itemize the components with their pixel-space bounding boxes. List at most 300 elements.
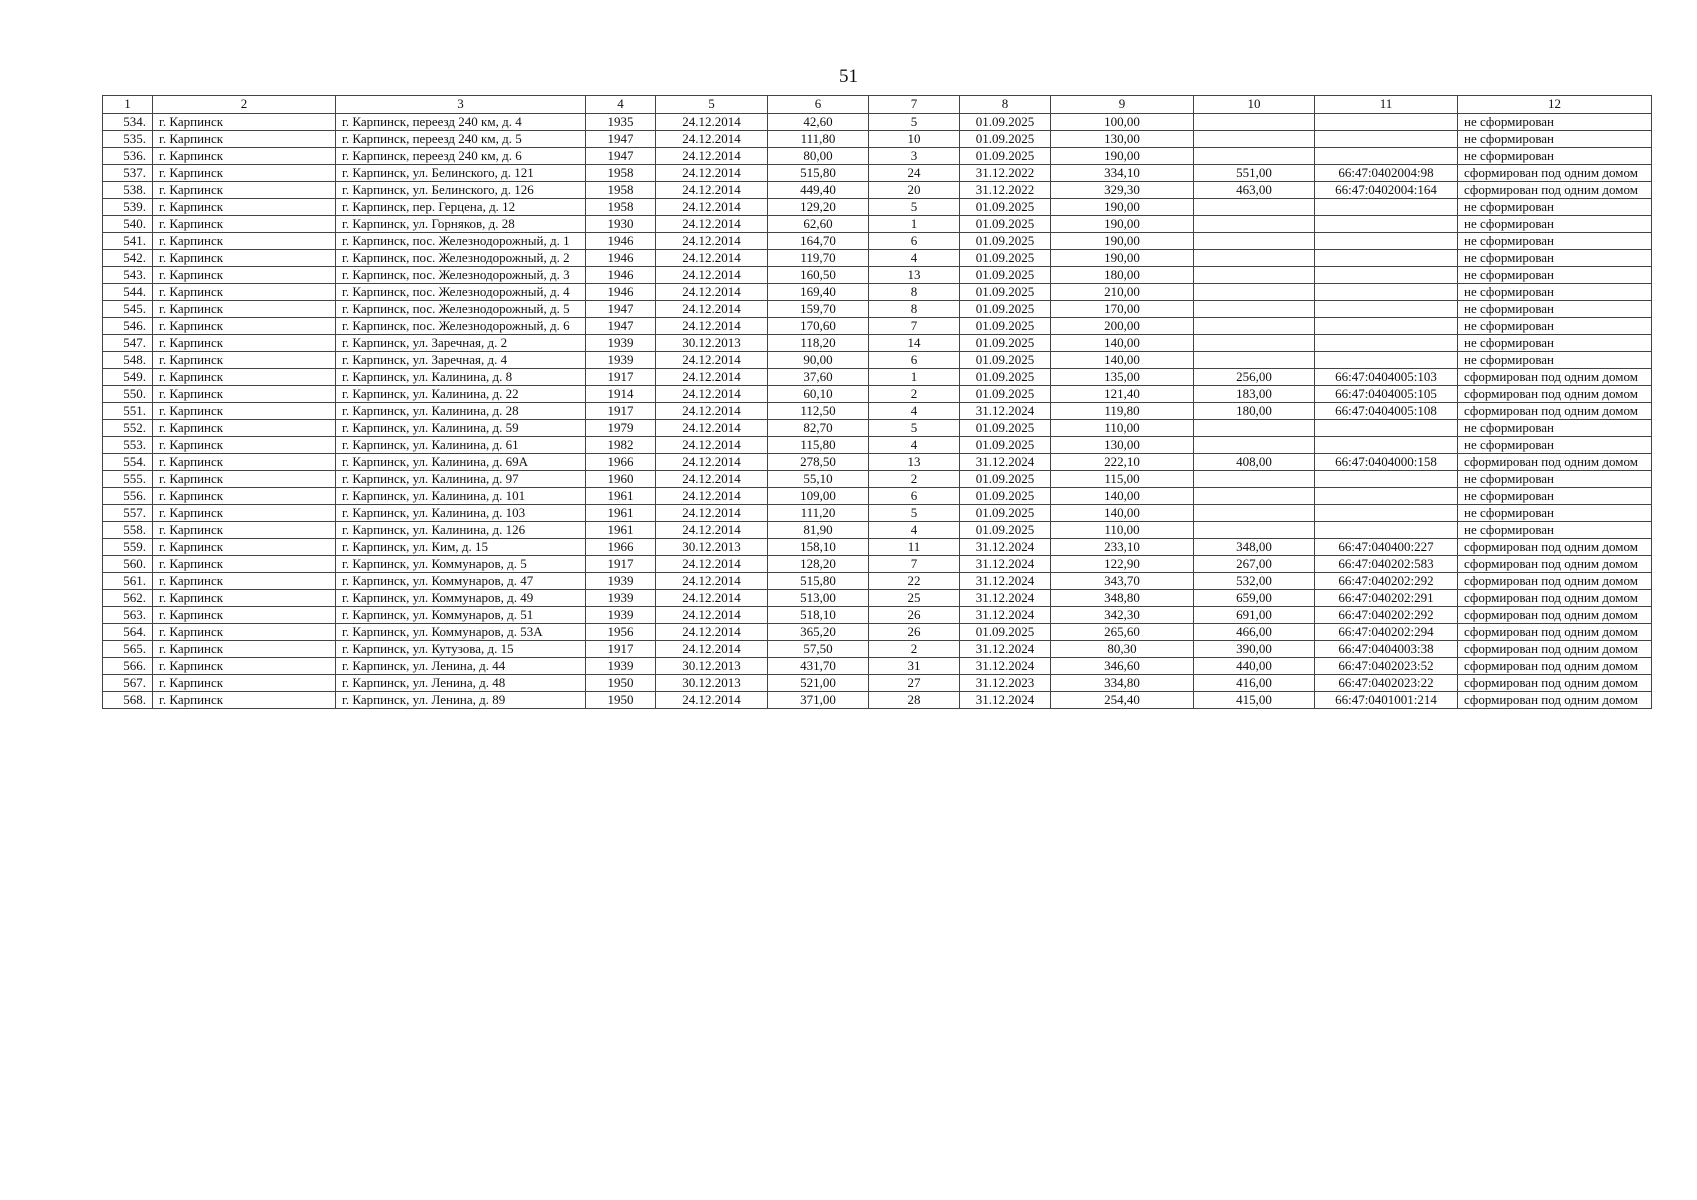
table-cell: г. Карпинск, переезд 240 км, д. 5	[336, 131, 586, 148]
table-cell: 111,20	[768, 505, 869, 522]
table-cell: 532,00	[1194, 573, 1315, 590]
table-cell: 546.	[103, 318, 153, 335]
table-row	[103, 114, 1652, 131]
table-cell: 190,00	[1051, 148, 1194, 165]
table-cell: 1914	[586, 386, 656, 403]
table-row	[103, 539, 1652, 556]
table-cell: 164,70	[768, 233, 869, 250]
table-cell: 01.09.2025	[960, 420, 1051, 437]
page-number: 51	[839, 66, 858, 87]
table-cell: 01.09.2025	[960, 114, 1051, 131]
table-cell: 24.12.2014	[656, 114, 768, 131]
table-cell: 30.12.2013	[656, 658, 768, 675]
table-cell: 416,00	[1194, 675, 1315, 692]
table-cell: 66:47:0402023:52	[1315, 658, 1458, 675]
column-header: 1	[103, 96, 153, 114]
table-cell: 1961	[586, 488, 656, 505]
table-cell: 24.12.2014	[656, 454, 768, 471]
table-cell: 544.	[103, 284, 153, 301]
table-cell: не сформирован	[1458, 301, 1652, 318]
table-cell: 365,20	[768, 624, 869, 641]
table-cell: 183,00	[1194, 386, 1315, 403]
table-cell: 66:47:0404005:103	[1315, 369, 1458, 386]
table-cell: 31.12.2024	[960, 556, 1051, 573]
table-cell: 1961	[586, 522, 656, 539]
table-cell: 24.12.2014	[656, 369, 768, 386]
table-cell: 1958	[586, 199, 656, 216]
header-row	[103, 96, 1652, 114]
table-cell: сформирован под одним домом	[1458, 165, 1652, 182]
table-cell: 24.12.2014	[656, 301, 768, 318]
table-row	[103, 386, 1652, 403]
table-cell: 01.09.2025	[960, 522, 1051, 539]
table-cell: 24.12.2014	[656, 590, 768, 607]
table-cell	[1315, 114, 1458, 131]
table-cell: 2	[869, 641, 960, 658]
table-cell: 561.	[103, 573, 153, 590]
table-cell: 90,00	[768, 352, 869, 369]
table-cell: 1960	[586, 471, 656, 488]
table-cell: 24.12.2014	[656, 624, 768, 641]
table-row	[103, 556, 1652, 573]
table-cell: 31.12.2022	[960, 165, 1051, 182]
table-cell	[1194, 284, 1315, 301]
table-cell	[1194, 437, 1315, 454]
table-cell: 5	[869, 114, 960, 131]
table-cell: 190,00	[1051, 199, 1194, 216]
table-cell: г. Карпинск, ул. Кутузова, д. 15	[336, 641, 586, 658]
table-cell: 551,00	[1194, 165, 1315, 182]
table-cell: 1956	[586, 624, 656, 641]
table-cell: 556.	[103, 488, 153, 505]
table-cell: 24.12.2014	[656, 488, 768, 505]
table-cell: 1	[869, 216, 960, 233]
table-cell: 01.09.2025	[960, 386, 1051, 403]
table-cell: не сформирован	[1458, 352, 1652, 369]
table-cell: 513,00	[768, 590, 869, 607]
table-cell: 210,00	[1051, 284, 1194, 301]
table-cell: 25	[869, 590, 960, 607]
table-cell	[1194, 335, 1315, 352]
table-cell	[1194, 233, 1315, 250]
table-cell: 558.	[103, 522, 153, 539]
table-cell: 66:47:0404003:38	[1315, 641, 1458, 658]
table-cell: 543.	[103, 267, 153, 284]
table-cell: г. Карпинск	[153, 658, 336, 675]
table-cell: не сформирован	[1458, 148, 1652, 165]
table-cell: сформирован под одним домом	[1458, 369, 1652, 386]
table-cell: 119,70	[768, 250, 869, 267]
table-cell: 408,00	[1194, 454, 1315, 471]
table-cell: 24.12.2014	[656, 148, 768, 165]
table-cell: 568.	[103, 692, 153, 709]
table-cell: 01.09.2025	[960, 131, 1051, 148]
table-cell: 1947	[586, 301, 656, 318]
table-cell: г. Карпинск, ул. Коммунаров, д. 5	[336, 556, 586, 573]
table-row	[103, 454, 1652, 471]
table-cell: 550.	[103, 386, 153, 403]
table-cell	[1315, 301, 1458, 318]
table-cell: 691,00	[1194, 607, 1315, 624]
table-cell: не сформирован	[1458, 131, 1652, 148]
table-cell: 1946	[586, 284, 656, 301]
column-header: 11	[1315, 96, 1458, 114]
table-cell: 1946	[586, 250, 656, 267]
table-cell: 549.	[103, 369, 153, 386]
table-cell: 1917	[586, 369, 656, 386]
table-cell: 169,40	[768, 284, 869, 301]
table-cell: 170,60	[768, 318, 869, 335]
table-row	[103, 692, 1652, 709]
table-cell: 440,00	[1194, 658, 1315, 675]
table-row	[103, 420, 1652, 437]
table-cell: 66:47:040202:583	[1315, 556, 1458, 573]
table-cell	[1315, 250, 1458, 267]
table-cell	[1194, 148, 1315, 165]
table-cell: 560.	[103, 556, 153, 573]
table-cell: г. Карпинск, ул. Заречная, д. 2	[336, 335, 586, 352]
table-cell: не сформирован	[1458, 335, 1652, 352]
table-cell	[1194, 522, 1315, 539]
table-cell: 24.12.2014	[656, 267, 768, 284]
table-cell: г. Карпинск	[153, 437, 336, 454]
table-cell: 66:47:040202:292	[1315, 607, 1458, 624]
table-cell: г. Карпинск	[153, 352, 336, 369]
table-row	[103, 437, 1652, 454]
table-cell: 31.12.2024	[960, 403, 1051, 420]
table-cell: 66:47:0402004:98	[1315, 165, 1458, 182]
table-row	[103, 148, 1652, 165]
column-header: 10	[1194, 96, 1315, 114]
table-cell: 343,70	[1051, 573, 1194, 590]
table-cell: не сформирован	[1458, 488, 1652, 505]
table-row	[103, 335, 1652, 352]
table-cell	[1315, 420, 1458, 437]
table-cell: г. Карпинск	[153, 556, 336, 573]
table-cell: 130,00	[1051, 437, 1194, 454]
table-cell: 24	[869, 165, 960, 182]
table-cell: 329,30	[1051, 182, 1194, 199]
table-row	[103, 488, 1652, 505]
table-cell: г. Карпинск, ул. Калинина, д. 97	[336, 471, 586, 488]
table-cell: 565.	[103, 641, 153, 658]
table-cell: 30.12.2013	[656, 539, 768, 556]
column-header: 3	[336, 96, 586, 114]
table-row	[103, 505, 1652, 522]
table-cell: 31.12.2024	[960, 658, 1051, 675]
table-cell: г. Карпинск	[153, 488, 336, 505]
table-cell: 140,00	[1051, 352, 1194, 369]
table-cell: г. Карпинск, ул. Ленина, д. 89	[336, 692, 586, 709]
table-cell: 01.09.2025	[960, 437, 1051, 454]
table-cell	[1315, 216, 1458, 233]
table-cell: 24.12.2014	[656, 573, 768, 590]
table-cell: г. Карпинск, переезд 240 км, д. 6	[336, 148, 586, 165]
table-cell: 180,00	[1051, 267, 1194, 284]
column-header: 6	[768, 96, 869, 114]
table-cell: г. Карпинск	[153, 250, 336, 267]
table-cell: г. Карпинск	[153, 199, 336, 216]
table-cell: 431,70	[768, 658, 869, 675]
table-cell: 110,00	[1051, 522, 1194, 539]
table-cell: г. Карпинск, ул. Калинина, д. 22	[336, 386, 586, 403]
table-cell: г. Карпинск	[153, 471, 336, 488]
table-cell: 122,90	[1051, 556, 1194, 573]
table-cell: 24.12.2014	[656, 386, 768, 403]
table-cell: 342,30	[1051, 607, 1194, 624]
table-cell: 31.12.2022	[960, 182, 1051, 199]
table-cell: г. Карпинск, пер. Герцена, д. 12	[336, 199, 586, 216]
column-header: 5	[656, 96, 768, 114]
table-cell: 119,80	[1051, 403, 1194, 420]
table-cell: не сформирован	[1458, 420, 1652, 437]
table-cell: сформирован под одним домом	[1458, 454, 1652, 471]
table-cell: 466,00	[1194, 624, 1315, 641]
table-cell: г. Карпинск, пос. Железнодорожный, д. 4	[336, 284, 586, 301]
table-cell: 26	[869, 624, 960, 641]
table-row	[103, 267, 1652, 284]
table-cell: сформирован под одним домом	[1458, 607, 1652, 624]
table-cell: 254,40	[1051, 692, 1194, 709]
table-cell: 4	[869, 250, 960, 267]
table-cell	[1194, 301, 1315, 318]
table-row	[103, 624, 1652, 641]
table-cell: 567.	[103, 675, 153, 692]
table-cell: 537.	[103, 165, 153, 182]
table-cell: 112,50	[768, 403, 869, 420]
table-cell: 4	[869, 403, 960, 420]
table-row	[103, 471, 1652, 488]
table-cell: сформирован под одним домом	[1458, 573, 1652, 590]
table-cell	[1194, 250, 1315, 267]
table-cell: г. Карпинск, пос. Железнодорожный, д. 5	[336, 301, 586, 318]
table-cell: 81,90	[768, 522, 869, 539]
table-cell: 10	[869, 131, 960, 148]
table-cell: 110,00	[1051, 420, 1194, 437]
table-cell: г. Карпинск	[153, 165, 336, 182]
table-row	[103, 352, 1652, 369]
table-cell: 24.12.2014	[656, 352, 768, 369]
table-cell: 31.12.2024	[960, 692, 1051, 709]
table-cell	[1315, 352, 1458, 369]
table-cell: г. Карпинск, ул. Горняков, д. 28	[336, 216, 586, 233]
table-cell: 01.09.2025	[960, 284, 1051, 301]
table-cell: 559.	[103, 539, 153, 556]
table-cell	[1194, 505, 1315, 522]
table-cell: сформирован под одним домом	[1458, 675, 1652, 692]
table-cell: 01.09.2025	[960, 352, 1051, 369]
table-cell: сформирован под одним домом	[1458, 539, 1652, 556]
table-cell	[1315, 488, 1458, 505]
table-cell: г. Карпинск	[153, 284, 336, 301]
table-cell: г. Карпинск, ул. Заречная, д. 4	[336, 352, 586, 369]
table-cell: 541.	[103, 233, 153, 250]
table-cell: г. Карпинск, ул. Калинина, д. 103	[336, 505, 586, 522]
table-cell: 66:47:0401001:214	[1315, 692, 1458, 709]
table-cell: 66:47:0404005:108	[1315, 403, 1458, 420]
table-cell	[1315, 522, 1458, 539]
table-cell: 20	[869, 182, 960, 199]
table-cell: г. Карпинск, пос. Железнодорожный, д. 1	[336, 233, 586, 250]
table-cell: г. Карпинск	[153, 573, 336, 590]
table-cell: г. Карпинск	[153, 301, 336, 318]
table-cell: 265,60	[1051, 624, 1194, 641]
table-cell: 200,00	[1051, 318, 1194, 335]
table-cell: 01.09.2025	[960, 505, 1051, 522]
table-cell: 371,00	[768, 692, 869, 709]
table-cell: 1946	[586, 233, 656, 250]
table-cell: 01.09.2025	[960, 233, 1051, 250]
table-cell: 1939	[586, 335, 656, 352]
table-cell: г. Карпинск, ул. Калинина, д. 101	[336, 488, 586, 505]
table-cell	[1315, 233, 1458, 250]
table-cell: 8	[869, 301, 960, 318]
table-cell: 1982	[586, 437, 656, 454]
table-cell	[1194, 318, 1315, 335]
table-cell: 1950	[586, 675, 656, 692]
table-cell: 158,10	[768, 539, 869, 556]
table-cell: 13	[869, 454, 960, 471]
table-cell: 37,60	[768, 369, 869, 386]
table-cell: 01.09.2025	[960, 335, 1051, 352]
table-cell: 135,00	[1051, 369, 1194, 386]
table-cell: 24.12.2014	[656, 505, 768, 522]
table-cell	[1315, 131, 1458, 148]
table-cell: сформирован под одним домом	[1458, 641, 1652, 658]
table-cell: 563.	[103, 607, 153, 624]
table-cell: 334,10	[1051, 165, 1194, 182]
table-cell: 3	[869, 148, 960, 165]
table-cell: 24.12.2014	[656, 284, 768, 301]
table-row	[103, 369, 1652, 386]
table-cell: 24.12.2014	[656, 692, 768, 709]
table-cell	[1315, 267, 1458, 284]
table-cell: 55,10	[768, 471, 869, 488]
table-cell: г. Карпинск, пос. Железнодорожный, д. 3	[336, 267, 586, 284]
table-cell: 31.12.2024	[960, 539, 1051, 556]
table-cell: г. Карпинск	[153, 386, 336, 403]
table-cell: 1947	[586, 318, 656, 335]
table-cell: 180,00	[1194, 403, 1315, 420]
table-cell: г. Карпинск, ул. Ким, д. 15	[336, 539, 586, 556]
table-cell: 115,80	[768, 437, 869, 454]
table-cell: 24.12.2014	[656, 250, 768, 267]
table-cell	[1315, 148, 1458, 165]
table-cell: г. Карпинск	[153, 641, 336, 658]
table-cell: сформирован под одним домом	[1458, 624, 1652, 641]
table-cell: 109,00	[768, 488, 869, 505]
table-cell: 24.12.2014	[656, 607, 768, 624]
table-cell	[1315, 199, 1458, 216]
table-cell: 118,20	[768, 335, 869, 352]
table-cell: 1935	[586, 114, 656, 131]
column-header: 9	[1051, 96, 1194, 114]
table-cell	[1194, 131, 1315, 148]
table-cell: 66:47:040202:291	[1315, 590, 1458, 607]
table-cell: 463,00	[1194, 182, 1315, 199]
table-cell: 1979	[586, 420, 656, 437]
table-cell: не сформирован	[1458, 505, 1652, 522]
table-cell: 415,00	[1194, 692, 1315, 709]
table-row	[103, 216, 1652, 233]
table-cell: 24.12.2014	[656, 522, 768, 539]
table-row	[103, 199, 1652, 216]
table-cell: 1917	[586, 641, 656, 658]
table-cell	[1194, 114, 1315, 131]
table-cell: не сформирован	[1458, 267, 1652, 284]
table-cell: сформирован под одним домом	[1458, 182, 1652, 199]
table-cell: 4	[869, 522, 960, 539]
table-cell	[1194, 420, 1315, 437]
table-cell: 28	[869, 692, 960, 709]
table-row	[103, 131, 1652, 148]
table-cell: 557.	[103, 505, 153, 522]
table-cell: 42,60	[768, 114, 869, 131]
table-cell: г. Карпинск, ул. Коммунаров, д. 51	[336, 607, 586, 624]
table-cell: 30.12.2013	[656, 675, 768, 692]
table-cell: не сформирован	[1458, 216, 1652, 233]
table-cell: 01.09.2025	[960, 369, 1051, 386]
table-cell	[1194, 488, 1315, 505]
table-cell	[1315, 505, 1458, 522]
table-cell: 62,60	[768, 216, 869, 233]
table-cell: 518,10	[768, 607, 869, 624]
table-row	[103, 250, 1652, 267]
table-cell: г. Карпинск	[153, 267, 336, 284]
table-cell: 1930	[586, 216, 656, 233]
table-cell: 66:47:0404000:158	[1315, 454, 1458, 471]
table-cell: г. Карпинск, переезд 240 км, д. 4	[336, 114, 586, 131]
table-cell: г. Карпинск, ул. Калинина, д. 69А	[336, 454, 586, 471]
table-cell: 24.12.2014	[656, 216, 768, 233]
table-cell: 24.12.2014	[656, 318, 768, 335]
table-cell: г. Карпинск	[153, 318, 336, 335]
table-cell: 348,80	[1051, 590, 1194, 607]
table-cell: 1939	[586, 573, 656, 590]
table-cell	[1194, 352, 1315, 369]
table-cell: 535.	[103, 131, 153, 148]
table-cell: 31	[869, 658, 960, 675]
table-cell: 140,00	[1051, 488, 1194, 505]
table-cell: г. Карпинск	[153, 522, 336, 539]
table-cell: г. Карпинск	[153, 233, 336, 250]
table-cell: 24.12.2014	[656, 641, 768, 658]
table-cell: 6	[869, 352, 960, 369]
table-cell: 1947	[586, 148, 656, 165]
table-cell: г. Карпинск, ул. Белинского, д. 126	[336, 182, 586, 199]
table-cell: г. Карпинск	[153, 335, 336, 352]
table-cell	[1315, 437, 1458, 454]
table-cell: 80,00	[768, 148, 869, 165]
table-cell: 1917	[586, 403, 656, 420]
table-cell: 01.09.2025	[960, 199, 1051, 216]
table-cell: г. Карпинск, ул. Калинина, д. 61	[336, 437, 586, 454]
table-body	[103, 114, 1652, 709]
table-cell: 539.	[103, 199, 153, 216]
table-row	[103, 403, 1652, 420]
table-cell: 562.	[103, 590, 153, 607]
table-cell: 551.	[103, 403, 153, 420]
table-cell: г. Карпинск	[153, 420, 336, 437]
table-row	[103, 318, 1652, 335]
table-cell: 1946	[586, 267, 656, 284]
table-cell: 66:47:040202:292	[1315, 573, 1458, 590]
table-cell: сформирован под одним домом	[1458, 658, 1652, 675]
table-cell: г. Карпинск	[153, 131, 336, 148]
table-cell	[1315, 318, 1458, 335]
table-cell: 552.	[103, 420, 153, 437]
table-cell: 1958	[586, 182, 656, 199]
